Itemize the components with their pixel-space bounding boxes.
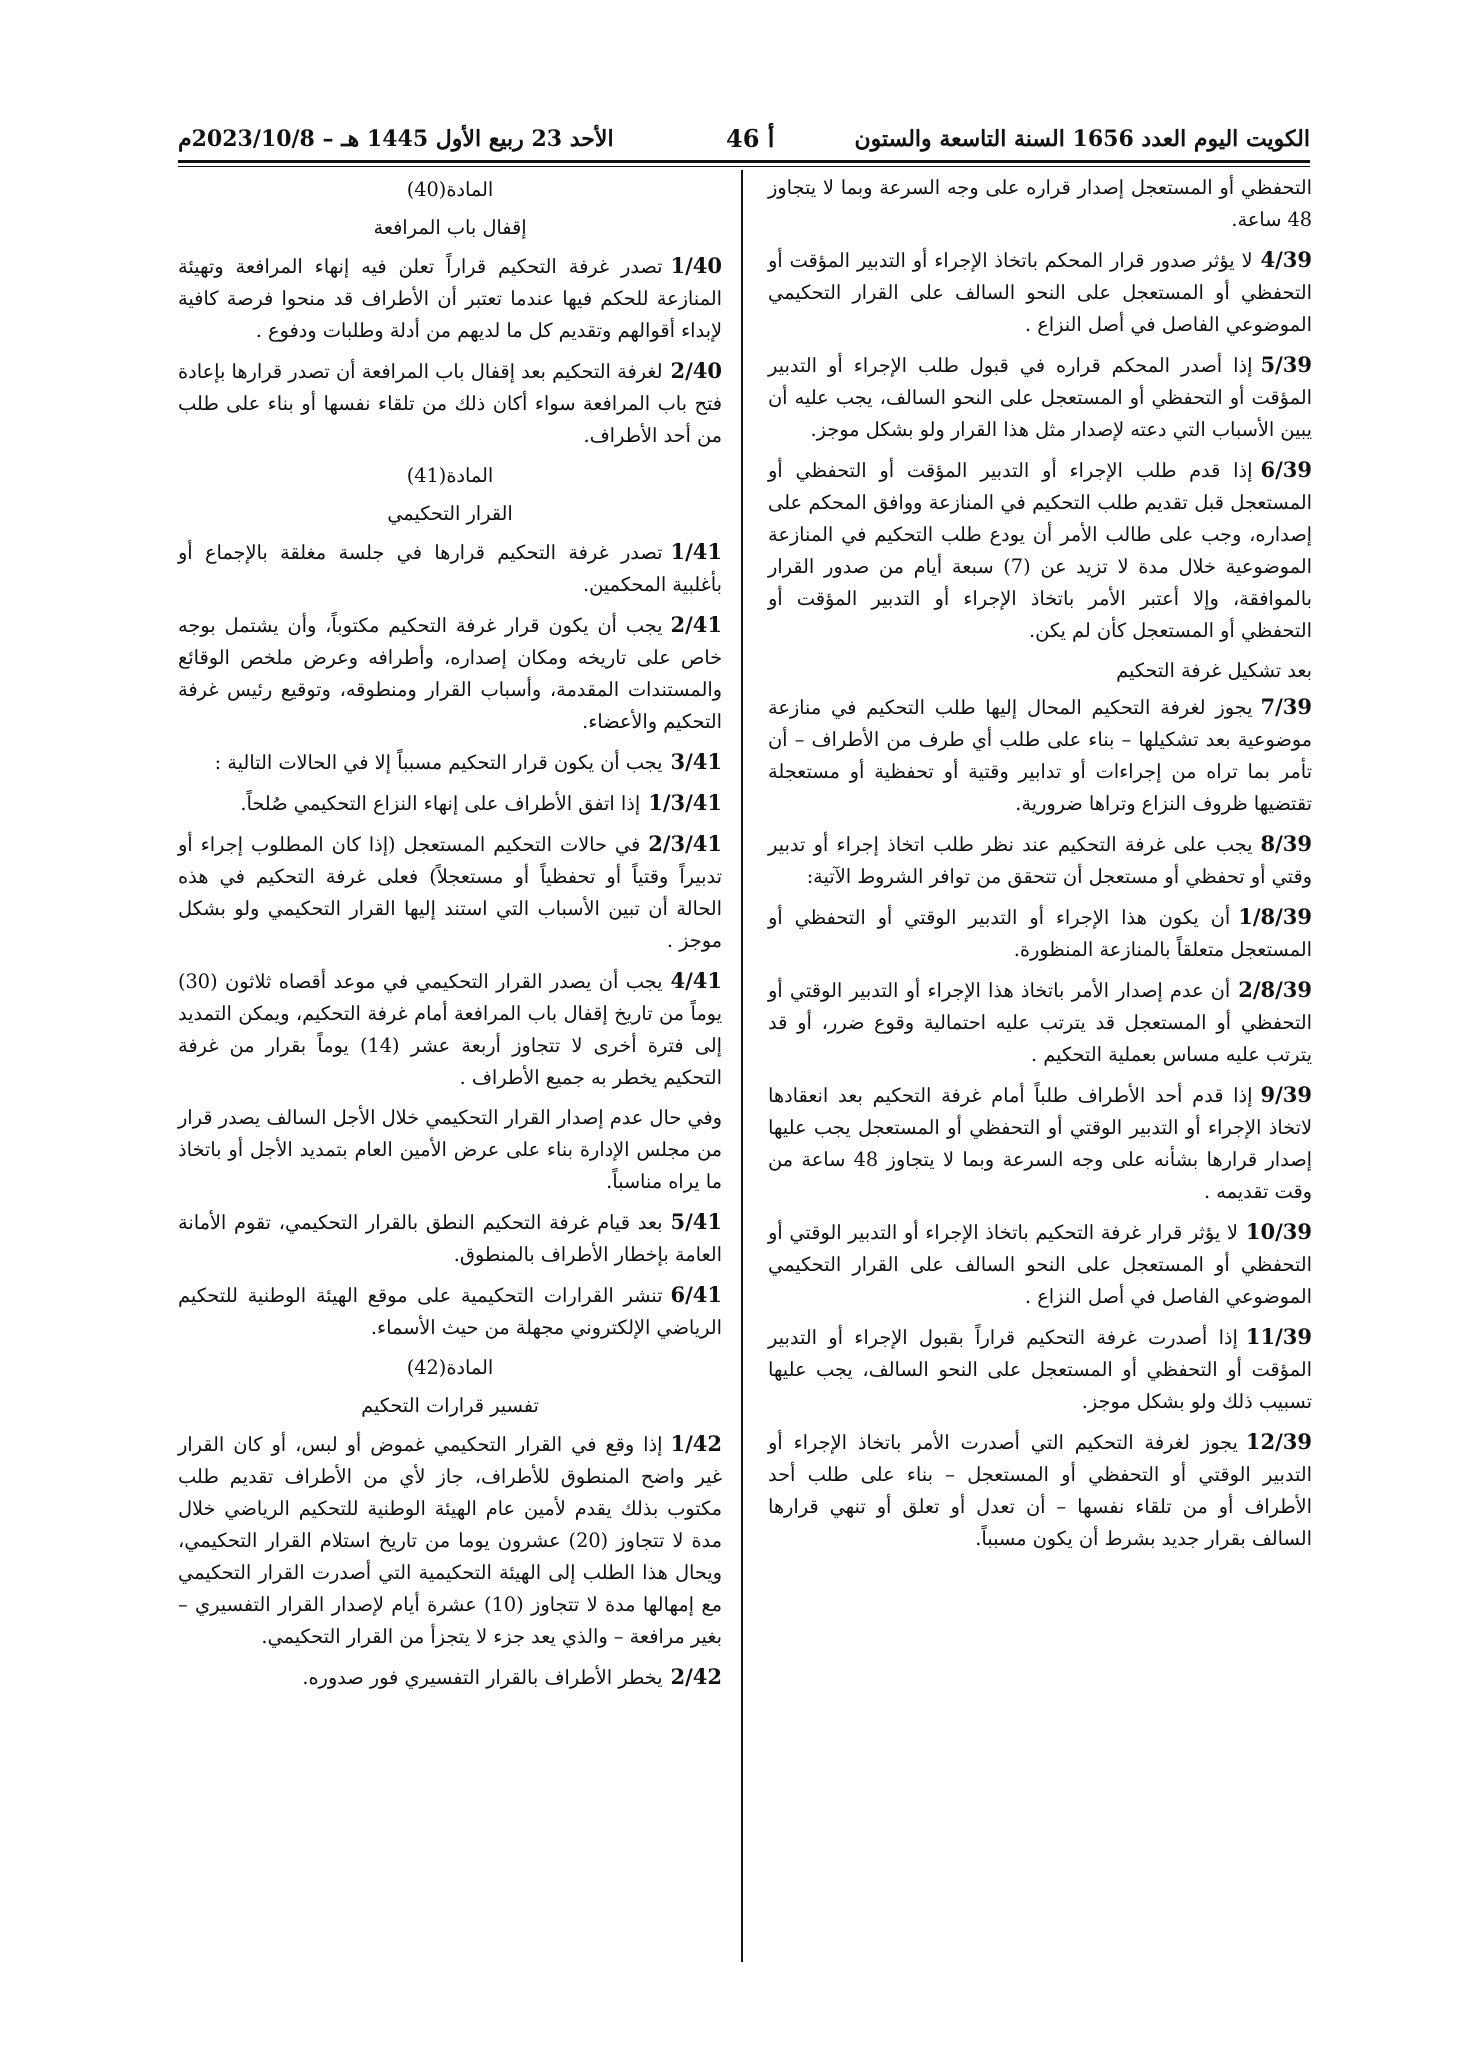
article-heading: المادة(40) <box>406 178 494 201</box>
clause-text: يجوز لغرفة التحكيم المحال إليها طلب التحكيم في منازعة موضوعية بعد تشكيلها – بناء على طلب أي طرف من الأطراف – أن تأمر بما تراه من إجراءات أو تدابير وقتية أو تحفظية أو مستعجلة تقتضيها ظروف النزاع وتراها ضرورية. <box>768 696 1312 815</box>
clause-paragraph <box>178 1661 722 1694</box>
clause-number: 1/41 <box>670 539 722 564</box>
article-heading: المادة(42) <box>406 1356 494 1379</box>
header-rule <box>178 160 1310 167</box>
clause-paragraph <box>768 691 1312 820</box>
clause-text: التحفظي أو المستعجل إصدار قراره على وجه السرعة وبما لا يتجاوز 48 ساعة. <box>768 176 1312 231</box>
clause-number: 4/39 <box>1260 247 1312 272</box>
clause-text: تصدر غرفة التحكيم قراراً تعلن فيه إنهاء المرافعة وتهيئة المنازعة للحكم فيها عندما تعتبر أن الأطراف قد منحوا فرصة كافية لإبداء أقوالهم وتقديم كل ما لديهم من أدلة وطلبات ودفوع . <box>178 255 722 342</box>
clause-text: أن عدم إصدار الأمر باتخاذ هذا الإجراء أو التدبير الوقتي أو التحفظي أو المستعجل قد يترتب عليه احتمالية وقوع ضرر، أو قد يترتب عليه مساس بعملية التحكيم . <box>768 979 1312 1066</box>
clause-paragraph <box>178 787 722 820</box>
clause-paragraph <box>178 536 722 601</box>
clause-number: 2/8/39 <box>1238 977 1312 1002</box>
clause-number: 1/42 <box>670 1431 722 1456</box>
clause-paragraph <box>178 965 722 1094</box>
clause-number: 1/40 <box>670 253 722 278</box>
clause-number: 9/39 <box>1260 1082 1312 1107</box>
article-heading: إقفال باب المرافعة <box>373 216 527 239</box>
clause-number: 6/41 <box>670 1282 722 1307</box>
clause-text: تنشر القرارات التحكيمية على موقع الهيئة الوطنية للتحكيم الرياضي الإلكتروني مجهلة من حيث الأسماء. <box>178 1284 722 1339</box>
header-date: الأحد 23 ربيع الأول 1445 هـ – 2023/10/8م <box>178 126 614 152</box>
left-column <box>178 172 722 1702</box>
clause-paragraph <box>178 828 722 957</box>
clause-number: 11/39 <box>1245 1324 1312 1349</box>
clause-text: إذا وقع في القرار التحكيمي غموض أو لبس، أو كان القرار غير واضح المنطوق للأطراف، جاز لأي من الأطراف تقديم طلب مكتوب بذلك يقدم لأمين عام الهيئة الوطنية للتحكيم الرياضي خلال مدة لا تتجاوز (20) عشرون يوما من تاريخ استلام القرار التحكيمي، ويحال هذا الطلب إلى الهيئة التحكيمية التي أصدرت القرار التحكيمي مع إمهالها مدة لا تتجاوز (10) عشرة أيام لإصدار القرار التفسيري – بغير مرافعة – والذي يعد جزء لا يتجزأ من القرار التحكيمي. <box>178 1433 722 1648</box>
clause-text: إذا أصدر المحكم قراره في قبول طلب الإجراء أو التدبير المؤقت أو التحفظي أو المستعجل على النحو السالف، يجب عليه أن يبين الأسباب التي دعته لإصدار مثل هذا القرار ولو بشكل موجز. <box>768 354 1312 441</box>
clause-paragraph <box>768 974 1312 1071</box>
clause-number: 4/41 <box>670 968 722 993</box>
clause-number: 5/41 <box>670 1209 722 1234</box>
clause-text: يجب أن يكون قرار التحكيم مسبباً إلا في الحالات التالية : <box>214 751 663 774</box>
clause-number: 1/8/39 <box>1238 904 1312 929</box>
clause-text: تصدر غرفة التحكيم قرارها في جلسة مغلقة بالإجماع أو بأغلبية المحكمين. <box>178 541 722 596</box>
clause-text: بعد تشكيل غرفة التحكيم <box>1116 659 1312 682</box>
clause-text: إذا قدم طلب الإجراء أو التدبير المؤقت أو التحفظي أو المستعجل قبل تقديم طلب التحكيم في المنازعة ووافق المحكم على إصداره، وجب على طالب الأمر أن يودع طلب التحكيم في المنازعة الموضوعية خلال مدة لا تزيد عن (7) سبعة أيام من صدور القرار بالموافقة، وإلا أعتبر الأمر باتخاذ الإجراء أو التدبير المؤقت أو التحفظي أو المستعجل كأن لم يكن. <box>768 459 1312 642</box>
clause-number: 5/39 <box>1260 352 1312 377</box>
clause-text: إذا اتفق الأطراف على إنهاء النزاع التحكيمي صُلحاً. <box>240 792 641 815</box>
body-paragraph <box>768 172 1312 236</box>
clause-paragraph <box>768 828 1312 893</box>
clause-paragraph <box>768 1079 1312 1208</box>
article-heading: القرار التحكيمي <box>387 502 513 525</box>
clause-paragraph <box>768 349 1312 446</box>
clause-paragraph <box>178 1206 722 1271</box>
clause-paragraph <box>768 1426 1312 1555</box>
clause-number: 2/42 <box>670 1664 722 1689</box>
clause-paragraph <box>178 355 722 452</box>
clause-number: 10/39 <box>1245 1219 1312 1244</box>
article-heading: المادة(41) <box>406 464 494 487</box>
clause-number: 2/41 <box>670 612 722 637</box>
clause-number: 7/39 <box>1260 694 1312 719</box>
header-issue-info: الكويت اليوم العدد 1656 السنة التاسعة والستون <box>854 126 1310 152</box>
clause-text: لا يؤثر قرار غرفة التحكيم باتخاذ الإجراء أو التدبير الوقتي أو التحفظي أو المستعجل على النحو السالف على القرار التحكيمي الموضوعي الفاصل في أصل النزاع . <box>768 1221 1312 1308</box>
clause-text: لغرفة التحكيم بعد إقفال باب المرافعة أن تصدر قرارها بإعادة فتح باب المرافعة سواء أكان ذلك من تلقاء نفسها أو بناء على طلب من أحد الأطراف. <box>178 360 722 447</box>
clause-text: لا يؤثر صدور قرار المحكم باتخاذ الإجراء أو التدبير المؤقت أو التحفظي أو المستعجل على النحو السالف على القرار التحكيمي الموضوعي الفاصل في أصل النزاع . <box>768 249 1312 336</box>
clause-number: 2/3/41 <box>648 831 722 856</box>
clause-text: وفي حال عدم إصدار القرار التحكيمي خلال الأجل السالف يصدر قرار من مجلس الإدارة بناء على عرض الأمين العام بتمديد الأجل أو باتخاذ ما يراه مناسباً. <box>178 1106 722 1193</box>
clause-paragraph <box>768 1321 1312 1418</box>
clause-number: 2/40 <box>670 358 722 383</box>
right-column <box>768 172 1312 1563</box>
clause-paragraph <box>178 250 722 347</box>
clause-text: بعد قيام غرفة التحكيم النطق بالقرار التحكيمي، تقوم الأمانة العامة بإخطار الأطراف بالمنطوق. <box>178 1211 722 1266</box>
clause-number: 1/3/41 <box>648 790 722 815</box>
clause-number: 12/39 <box>1245 1429 1312 1454</box>
clause-text: في حالات التحكيم المستعجل (إذا كان المطلوب إجراء أو تدبيراً وقتياً أو تحفظياً أو مستعجلاً) فعلى غرفة التحكيم في هذه الحالة أن تبين الأسباب التي استند إليها القرار التحكيمي ولو بشكل موجز . <box>178 833 722 952</box>
body-paragraph <box>178 1102 722 1198</box>
body-paragraph <box>768 655 1312 687</box>
clause-text: يجوز لغرفة التحكيم التي أصدرت الأمر باتخاذ الإجراء أو التدبير الوقتي أو التحفظي أو المستعجل – بناء على طلب أحد الأطراف أو من تلقاء نفسها – أن تعدل أو تعلق أو تنهي قرارها السالف بقرار جديد بشرط أن يكون مسبباً. <box>768 1431 1312 1550</box>
clause-paragraph <box>178 609 722 738</box>
clause-text: يجب على غرفة التحكيم عند نظر طلب اتخاذ إجراء أو تدبير وقتي أو تحفظي أو مستعجل أن تتحقق من توافر الشروط الآتية: <box>768 833 1312 888</box>
header-page-number: أ 46 <box>726 124 775 153</box>
clause-paragraph <box>178 1428 722 1653</box>
page-header <box>178 118 1310 164</box>
clause-number: 8/39 <box>1260 831 1312 856</box>
clause-number: 3/41 <box>670 749 722 774</box>
clause-text: يجب أن يصدر القرار التحكيمي في موعد أقصاه ثلاثون (30) يوماً من تاريخ إقفال باب المرافعة أمام غرفة التحكيم، ويمكن التمديد إلى فترة أخرى لا تتجاوز أربعة عشر (14) يوماً بقرار من غرفة التحكيم يخطر به جميع الأطراف . <box>178 970 722 1089</box>
clause-paragraph <box>768 244 1312 341</box>
article-heading: تفسير قرارات التحكيم <box>361 1394 539 1417</box>
clause-paragraph <box>178 1279 722 1344</box>
clause-text: يجب أن يكون قرار غرفة التحكيم مكتوباً، وأن يشتمل بوجه خاص على تاريخه ومكان إصداره، وأطرافه وعرض ملخص الوقائع والمستندات المقدمة، وأسباب القرار ومنطوقه، وتوقيع رئيس غرفة التحكيم والأعضاء. <box>178 614 722 733</box>
clause-paragraph <box>768 1216 1312 1313</box>
clause-paragraph <box>178 746 722 779</box>
clause-paragraph <box>768 901 1312 966</box>
column-divider <box>741 170 743 1962</box>
clause-text: يخطر الأطراف بالقرار التفسيري فور صدوره. <box>302 1666 663 1689</box>
clause-text: إذا قدم أحد الأطراف طلباً أمام غرفة التحكيم بعد انعقادها لاتخاذ الإجراء أو التدبير الوقتي أو التحفظي أو المستعجل يجب عليها إصدار قرارها بشأنه على وجه السرعة وبما لا يتجاوز 48 ساعة من وقت تقديمه . <box>768 1084 1312 1203</box>
clause-number: 6/39 <box>1260 457 1312 482</box>
clause-text: أن يكون هذا الإجراء أو التدبير الوقتي أو التحفظي أو المستعجل متعلقاً بالمنازعة المنظورة. <box>768 906 1312 961</box>
clause-text: إذا أصدرت غرفة التحكيم قراراً بقبول الإجراء أو التدبير المؤقت أو التحفظي أو المستعجل على النحو السالف، يجب عليها تسبيب ذلك ولو بشكل موجز. <box>768 1326 1312 1413</box>
clause-paragraph <box>768 454 1312 647</box>
